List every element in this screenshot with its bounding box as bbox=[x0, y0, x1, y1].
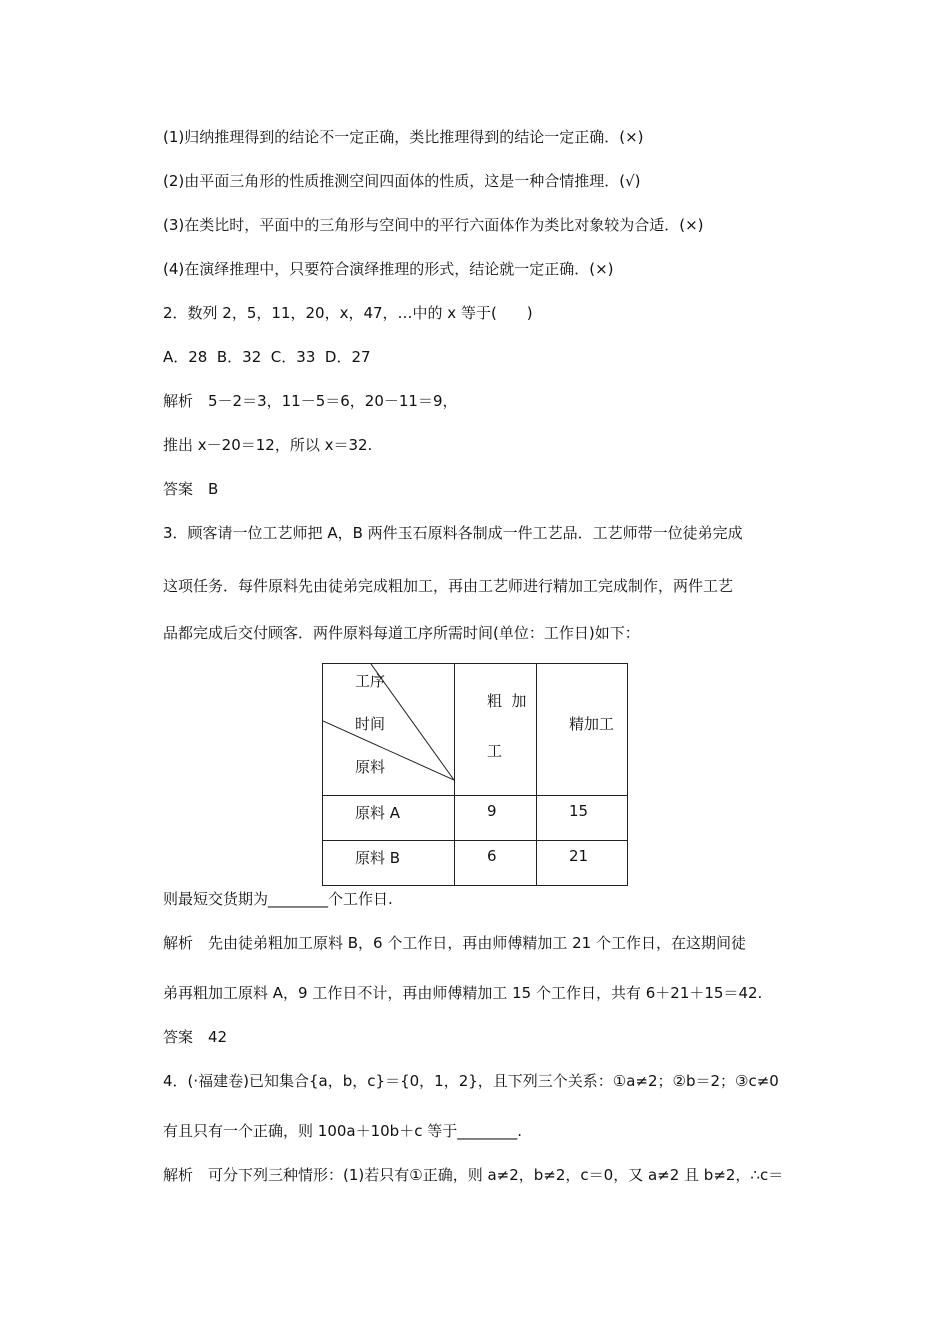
question-2: 2．数列 2，5，11，20，x，47，…中的 x 等于( ) bbox=[163, 304, 533, 322]
question-3-line-3: 品都完成后交付顾客．两件原料每道工序所需时间(单位：工作日)如下： bbox=[163, 624, 640, 642]
question-2-options: A．28 B．32 C．33 D．27 bbox=[163, 348, 371, 366]
analysis-3-line-2: 弟再粗加工原料 A，9 工作日不计，再由师傅精加工 15 个工作日，共有 6＋21＋15＝42. bbox=[163, 984, 763, 1002]
row-material-b bbox=[323, 841, 455, 886]
row-a-name: 原料 A bbox=[355, 804, 401, 822]
diag-label-time: 时间 bbox=[355, 715, 386, 733]
answer-3: 答案 42 bbox=[163, 1028, 228, 1046]
table-row bbox=[323, 796, 628, 841]
row-a-rough: 9 bbox=[487, 802, 497, 820]
judgement-2: (2)由平面三角形的性质推测空间四面体的性质，这是一种合情推理．(√) bbox=[163, 172, 641, 190]
question-3-blank: 则最短交货期为________个工作日. bbox=[163, 890, 393, 908]
table-header-row bbox=[323, 664, 628, 796]
diagonal-header-cell bbox=[323, 664, 455, 796]
row-a-rough-cell bbox=[455, 796, 537, 841]
diag-label-material: 原料 bbox=[355, 758, 386, 776]
rough-header-part-1: 粗 加 bbox=[487, 692, 527, 710]
diagonal-lines bbox=[323, 664, 454, 795]
table-row bbox=[323, 841, 628, 886]
row-material-a bbox=[323, 796, 455, 841]
fine-processing-header bbox=[537, 664, 628, 796]
judgement-4: (4)在演绎推理中，只要符合演绎推理的形式，结论就一定正确．(×) bbox=[163, 260, 614, 278]
diag-label-process: 工序 bbox=[355, 672, 386, 690]
analysis-2-line-1: 解析 5－2＝3，11－5＝6，20－11＝9， bbox=[163, 392, 458, 410]
analysis-3-line-1: 解析 先由徒弟粗加工原料 B，6 个工作日，再由师傅精加工 21 个工作日，在这期间徒 bbox=[163, 934, 746, 952]
rough-processing-header bbox=[455, 664, 537, 796]
analysis-2-line-2: 推出 x－20＝12，所以 x＝32. bbox=[163, 436, 373, 454]
judgement-3: (3)在类比时，平面中的三角形与空间中的平行六面体作为类比对象较为合适．(×) bbox=[163, 216, 704, 234]
analysis-4-line-1: 解析 可分下列三种情形：(1)若只有①正确，则 a≠2，b≠2，c＝0，又 a≠2 且 b≠2，∴c＝ bbox=[163, 1166, 784, 1184]
fine-header-label: 精加工 bbox=[569, 715, 615, 733]
judgement-1: (1)归纳推理得到的结论不一定正确，类比推理得到的结论一定正确．(×) bbox=[163, 128, 644, 146]
question-4-line-1: 4．(·福建卷)已知集合{a，b，c}＝{0，1，2}，且下列三个关系：①a≠2；②b＝2；③c≠0 bbox=[163, 1072, 779, 1090]
row-b-fine-cell bbox=[537, 841, 628, 886]
rough-header-part-2: 工 bbox=[487, 742, 503, 760]
question-3-line-2: 这项任务．每件原料先由徒弟完成粗加工，再由工艺师进行精加工完成制作，两件工艺 bbox=[163, 577, 734, 595]
question-4-line-2: 有且只有一个正确，则 100a＋10b＋c 等于________. bbox=[163, 1122, 522, 1140]
row-b-fine: 21 bbox=[569, 847, 589, 865]
row-a-fine: 15 bbox=[569, 802, 589, 820]
process-time-table bbox=[322, 663, 628, 886]
row-a-fine-cell bbox=[537, 796, 628, 841]
question-3-line-1: 3．顾客请一位工艺师把 A，B 两件玉石原料各制成一件工艺品．工艺师带一位徒弟完成 bbox=[163, 524, 743, 542]
row-b-rough: 6 bbox=[487, 847, 497, 865]
row-b-rough-cell bbox=[455, 841, 537, 886]
row-b-name: 原料 B bbox=[355, 849, 401, 867]
answer-2: 答案 B bbox=[163, 480, 219, 498]
